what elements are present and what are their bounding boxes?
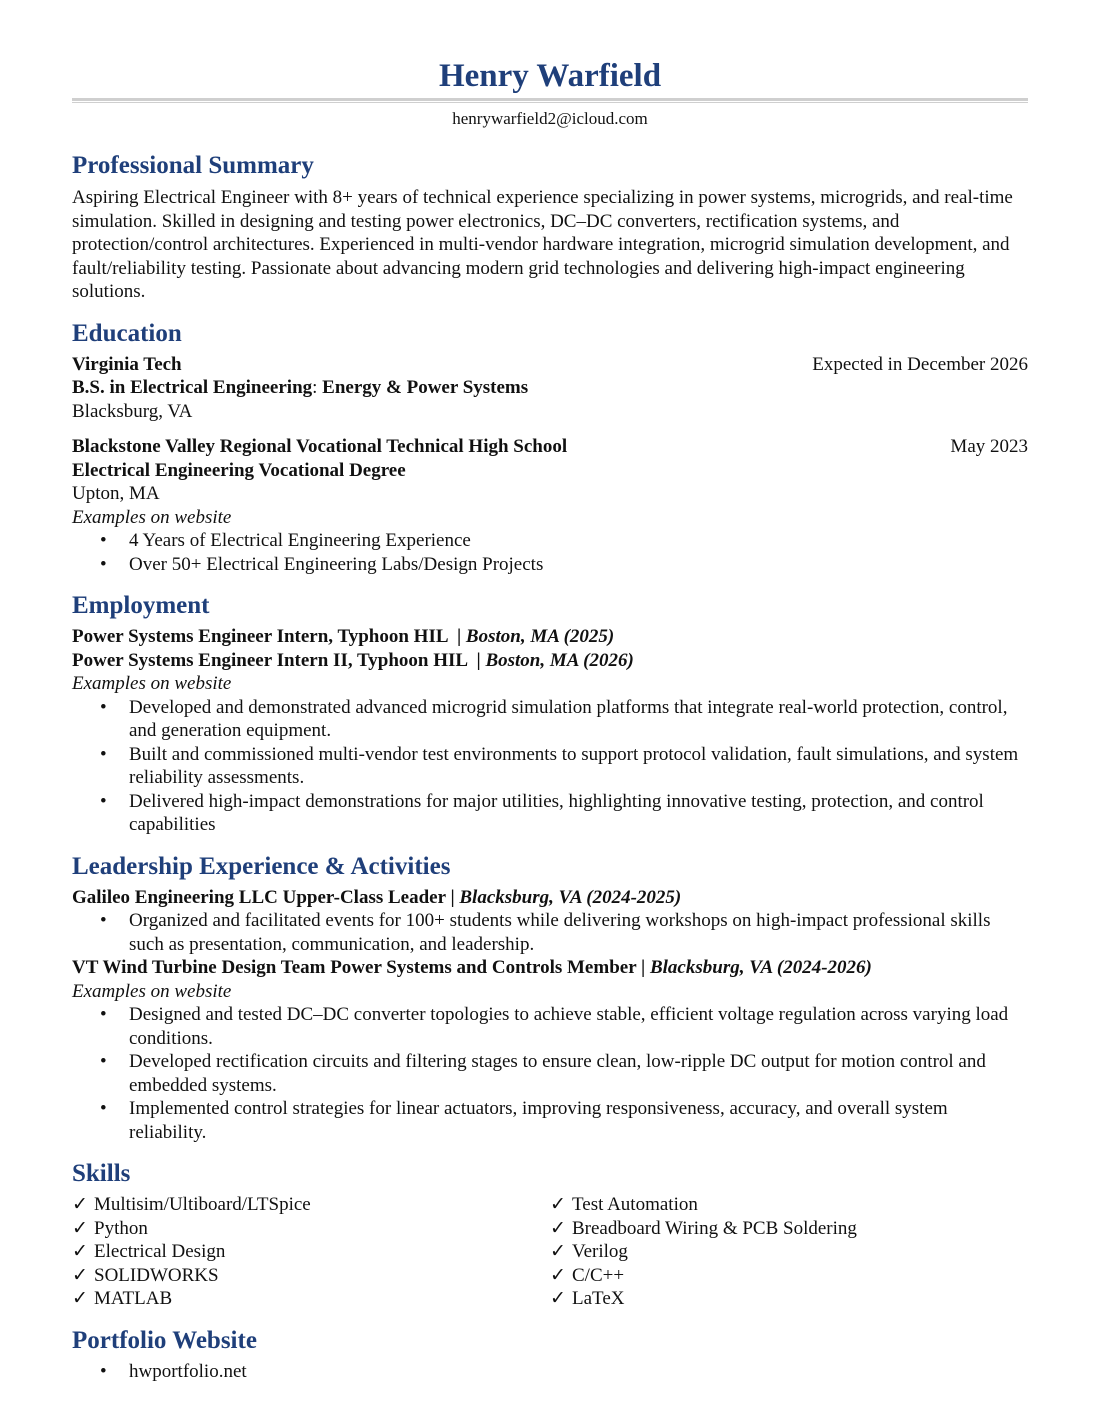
- school-name: Virginia Tech: [72, 353, 182, 375]
- school-date: May 2023: [950, 436, 1028, 457]
- employment-entry: [72, 625, 1028, 837]
- employment-heading: Employment: [72, 592, 210, 619]
- bullet-icon: •: [100, 910, 107, 931]
- check-icon: ✓: [72, 1217, 88, 1239]
- skill-item: ✓ Electrical Design: [72, 1241, 226, 1262]
- school-date: Expected in December 2026: [812, 353, 1028, 375]
- bullet-icon: •: [100, 553, 107, 575]
- list-item: [72, 1360, 1028, 1384]
- role-line: Power Systems Engineer Intern, Typhoon HIL | Boston, MA (2025): [72, 626, 615, 647]
- leadership-title-line: VT Wind Turbine Design Team Power Systems and Controls Member | Blacksburg, VA (2024-2026): [72, 957, 872, 978]
- list-item: • Implemented control strategies for linear actuators, improving responsiveness, accuracy, and overall system reliability.: [100, 1098, 948, 1143]
- list-item: • Developed and demonstrated advanced microgrid simulation platforms that integrate real-world protection, control, and generation equipment.: [100, 696, 1008, 741]
- check-icon: ✓: [550, 1288, 566, 1309]
- bullet-icon: •: [100, 790, 107, 812]
- degree-concentration: Energy & Power Systems: [322, 377, 529, 398]
- header-divider: [72, 98, 1028, 103]
- list-item: • Developed rectification circuits and filtering stages to ensure clean, low-ripple DC output for motion control and embedded systems.: [100, 1051, 986, 1096]
- bullet-icon: •: [100, 1004, 107, 1025]
- school-location: Upton, MA: [72, 483, 160, 504]
- skill-item: ✓ Test Automation: [550, 1194, 698, 1215]
- role-line: Power Systems Engineer Intern II, Typhoon HIL | Boston, MA (2026): [72, 649, 634, 671]
- portfolio-heading: Portfolio Website: [72, 1326, 257, 1354]
- leadership-entry: [72, 956, 1028, 1144]
- skill-item: ✓ C/C++: [550, 1264, 625, 1286]
- list-item: • Over 50+ Electrical Engineering Labs/Design Projects: [100, 553, 544, 575]
- list-item: • Delivered high-impact demonstrations for major utilities, highlighting innovative testing, protection, and control capabilities: [100, 790, 984, 835]
- list-item: • Designed and tested DC–DC converter topologies to achieve stable, efficient voltage regulation across varying load conditions.: [100, 1004, 1009, 1049]
- summary-section: [72, 150, 1028, 304]
- summary-text: Aspiring Electrical Engineer with 8+ years of technical experience specializing in power systems, microgrids, and real-time simulation. Skilled in designing and testing power electronics, DC–DC converters, rectification systems, and protection/control architectures. Experienced in multi-vendor hardware integration, microgrid simulation development, and fault/reliability testing. Passionate about advancing modern grid technologies and delivering high-impact engineering solutions.: [72, 187, 1013, 302]
- check-icon: ✓: [550, 1241, 566, 1262]
- school-location: Blacksburg, VA: [72, 400, 193, 422]
- skills-column-left: [72, 1193, 550, 1311]
- check-icon: ✓: [72, 1264, 88, 1286]
- employment-bullets: [72, 696, 1028, 837]
- list-item: • Built and commissioned multi-vendor test environments to support protocol validation, fault simulations, and system reliability assessments.: [100, 743, 1019, 788]
- list-item: • Organized and facilitated events for 100+ students while delivering workshops on high-impact professional skills such as presentation, communication, and leadership.: [100, 910, 991, 955]
- degree-line: [72, 376, 1028, 400]
- education-entry: [72, 435, 1028, 576]
- education-entry: [72, 353, 1028, 424]
- employment-section: [72, 590, 1028, 837]
- education-entry-header: [72, 435, 1028, 459]
- check-icon: ✓: [72, 1194, 88, 1215]
- candidate-name: Henry Warfield: [438, 58, 662, 94]
- examples-note: Examples on website: [72, 673, 232, 694]
- portfolio-list: [72, 1360, 1028, 1384]
- examples-note: Examples on website: [72, 506, 232, 528]
- skill-item: ✓ SOLIDWORKS: [72, 1264, 219, 1286]
- degree-name: B.S. in Electrical Engineering: [72, 377, 313, 398]
- portfolio-section: [72, 1325, 1028, 1384]
- education-bullets: [72, 529, 1028, 576]
- degree-name: Electrical Engineering Vocational Degree: [72, 459, 406, 481]
- check-icon: ✓: [550, 1264, 566, 1286]
- skill-item: ✓ Breadboard Wiring & PCB Soldering: [550, 1217, 857, 1239]
- examples-note: Examples on website: [72, 980, 232, 1002]
- leadership-bullets: [72, 1003, 1028, 1144]
- skills-section: [72, 1158, 1028, 1311]
- skill-item: ✓ Multisim/Ultiboard/LTSpice: [72, 1194, 311, 1215]
- bullet-icon: •: [100, 1360, 107, 1382]
- portfolio-link[interactable]: hwportfolio.net: [129, 1360, 247, 1382]
- summary-heading: Professional Summary: [72, 152, 314, 179]
- bullet-icon: •: [100, 743, 107, 765]
- bullet-icon: •: [100, 1051, 107, 1072]
- school-name: Blackstone Valley Regional Vocational Technical High School: [72, 436, 568, 457]
- bullet-icon: •: [100, 696, 107, 718]
- skill-item: ✓ Python: [72, 1217, 148, 1239]
- bullet-icon: •: [100, 1098, 107, 1119]
- leadership-heading: Leadership Experience & Activities: [72, 852, 451, 880]
- skill-item: ✓ MATLAB: [72, 1288, 173, 1309]
- skill-item: ✓ Verilog: [550, 1241, 628, 1262]
- check-icon: ✓: [72, 1241, 88, 1262]
- degree-separator: :: [312, 377, 323, 398]
- check-icon: ✓: [72, 1288, 88, 1309]
- leadership-title-line: Galileo Engineering LLC Upper-Class Leader | Blacksburg, VA (2024-2025): [72, 886, 682, 908]
- skills-heading: Skills: [72, 1160, 131, 1187]
- skills-column-right: [550, 1193, 1028, 1311]
- leadership-bullets: [72, 909, 1028, 956]
- education-entry-header: [72, 353, 1028, 377]
- skill-item: ✓ LaTeX: [550, 1288, 625, 1309]
- check-icon: ✓: [550, 1194, 566, 1215]
- education-section: [72, 318, 1028, 577]
- education-heading: Education: [72, 319, 182, 347]
- bullet-icon: •: [100, 530, 107, 551]
- contact-email[interactable]: henrywarfield2@icloud.com: [452, 109, 648, 128]
- leadership-entry: [72, 886, 1028, 957]
- check-icon: ✓: [550, 1217, 566, 1239]
- leadership-section: [72, 851, 1028, 1145]
- skills-grid: [72, 1193, 1028, 1311]
- list-item: • 4 Years of Electrical Engineering Experience: [100, 530, 471, 551]
